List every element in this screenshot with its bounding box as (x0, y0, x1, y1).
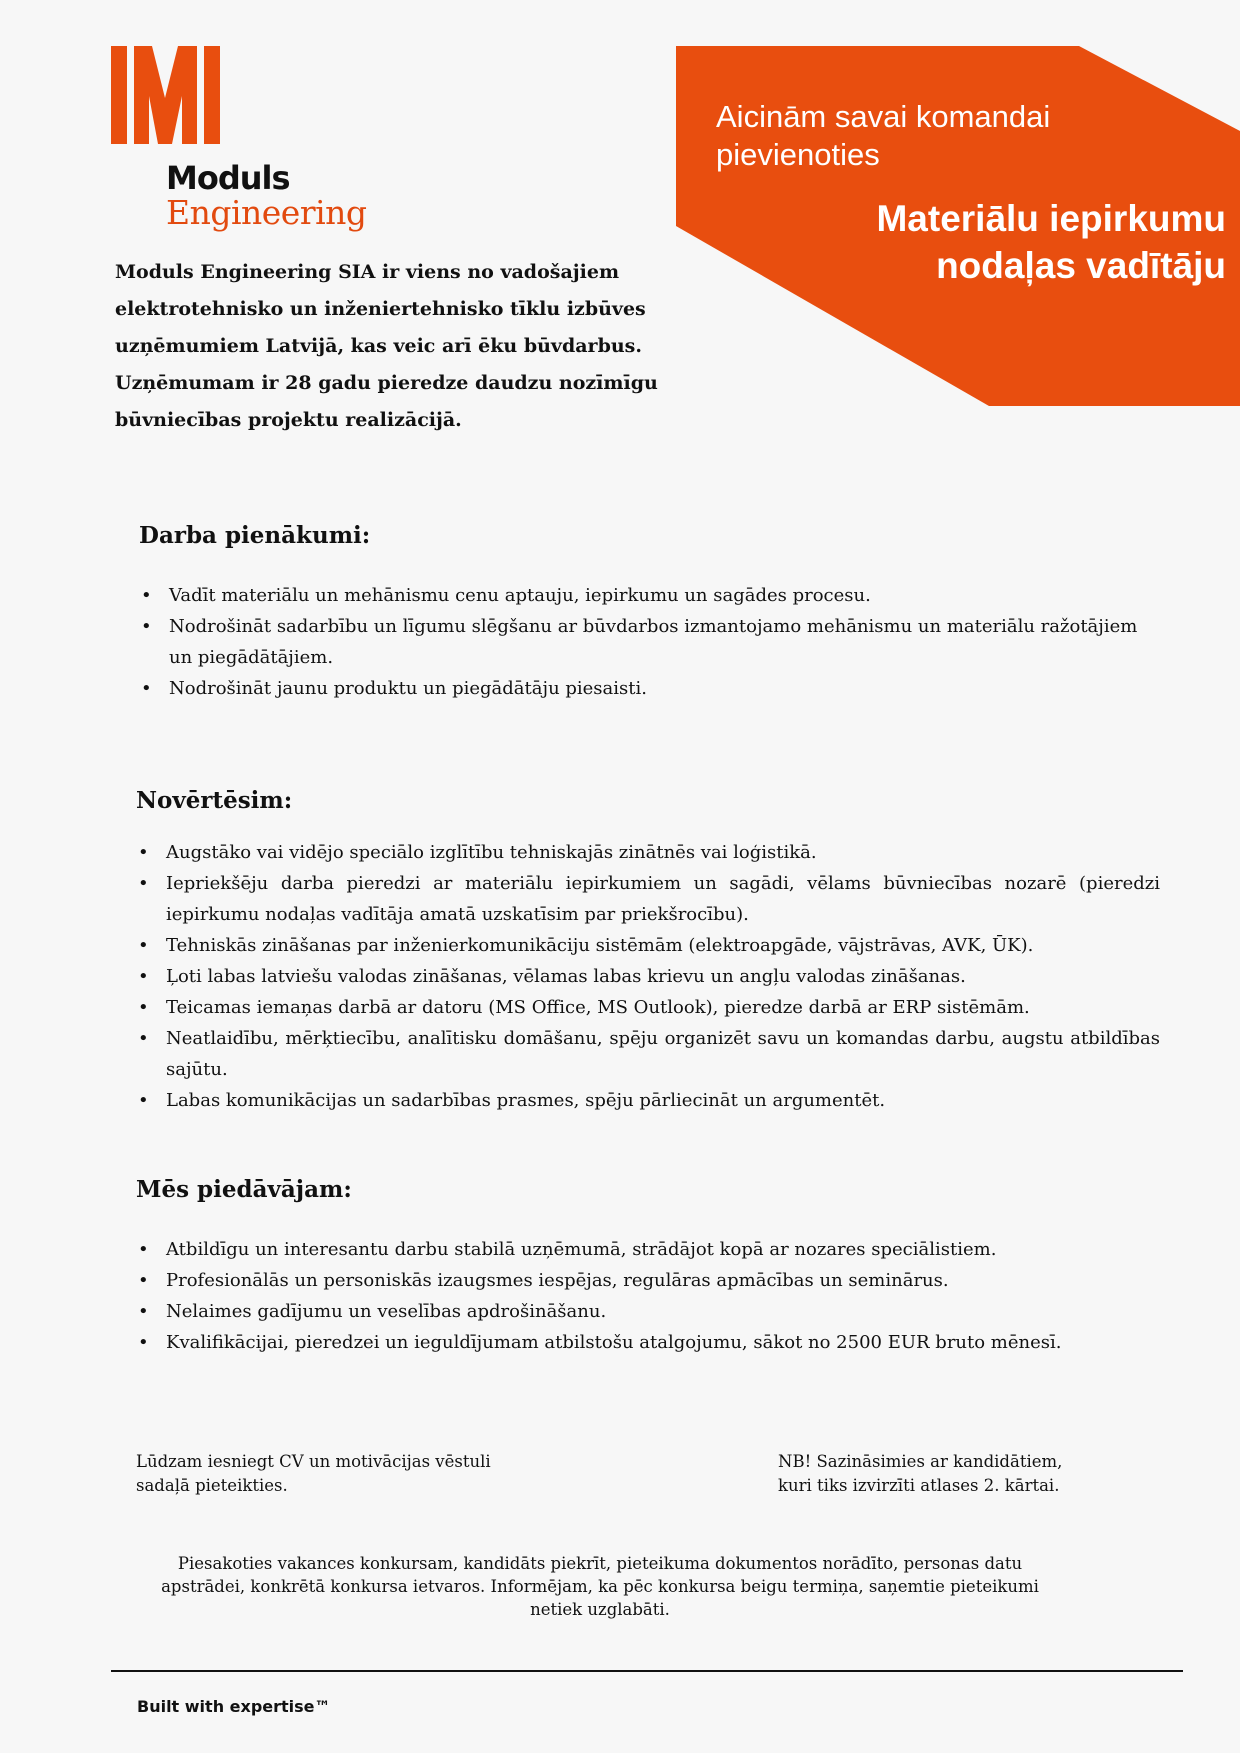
apply-note-line: sadaļā pieteikties. (136, 1476, 288, 1495)
list-item: • Tehniskās zināšanas par inženierkomunikāciju sistēmām (elektroapgāde, vājstrāvas, AVK, ŪK). (136, 930, 1160, 961)
banner-subtitle: Aicinām savai komandai pievienoties (716, 99, 1051, 172)
disclaimer-line: apstrādei, konkrētā konkursa ietvaros. Informējam, ka pēc konkursa beigu termiņa, saņemtie pieteikumi (161, 1577, 1039, 1596)
offer-heading: Mēs piedāvājam: (136, 1176, 352, 1203)
duties-list (139, 580, 1149, 704)
offer-list (136, 1234, 1166, 1358)
company-intro: Moduls Engineering SIA ir viens no vadošajiem elektrotehnisko un inženiertehnisko tīklu izbūves uzņēmumiem Latvijā, kas veic arī ēku būvdarbus. Uzņēmumam ir 28 gadu pieredze daudzu nozīmīgu būvniecības projektu realizācijā. (115, 261, 658, 431)
disclaimer-line: Piesakoties vakances konkursam, kandidāts piekrīt, pieteikuma dokumentos norādīto, personas datu (177, 1554, 1023, 1573)
nb-note (778, 1450, 1062, 1498)
footer-tagline: Built with expertise™ (137, 1697, 331, 1716)
footer-divider (111, 1670, 1183, 1672)
list-item: • Nodrošināt jaunu produktu un piegādātāju piesaisti. (139, 673, 1149, 704)
list-item: • Atbildīgu un interesantu darbu stabilā uzņēmumā, strādājot kopā ar nozares speciālistiem. (136, 1234, 1166, 1265)
logo-word-engineering: Engineering (166, 193, 367, 232)
list-item: • Nodrošināt sadarbību un līgumu slēgšanu ar būvdarbos izmantojamo mehānismu un materiālu ražotājiem un piegādātājiem. (139, 611, 1149, 673)
nb-note-line: kuri tiks izvirzīti atlases 2. kārtai. (778, 1476, 1060, 1495)
list-item: • Teicamas iemaņas darbā ar datoru (MS Office, MS Outlook), pieredze darbā ar ERP sistēmām. (136, 992, 1160, 1023)
logo-word-moduls: Moduls (166, 159, 290, 197)
list-item: • Labas komunikācijas un sadarbības prasmes, spēju pārliecināt un argumentēt. (136, 1085, 1160, 1116)
list-item: • Profesionālās un personiskās izaugsmes iespējas, regulāras apmācības un seminārus. (136, 1265, 1166, 1296)
company-logo-text (166, 159, 367, 232)
list-item: • Vadīt materiālu un mehānismu cenu aptauju, iepirkumu un sagādes procesu. (139, 580, 1149, 611)
disclaimer-line: netiek uzglabāti. (530, 1600, 670, 1619)
requirements-list (136, 837, 1160, 1116)
privacy-disclaimer (150, 1552, 1050, 1621)
list-item: • Nelaimes gadījumu un veselības apdrošināšanu. (136, 1296, 1166, 1327)
requirements-heading: Novērtēsim: (136, 787, 293, 814)
duties-heading: Darba pienākumi: (139, 522, 371, 549)
moduls-m-logo-icon (111, 46, 220, 144)
list-item: • Kvalifikācijai, pieredzei un ieguldījumam atbilstošu atalgojumu, sākot no 2500 EUR bruto mēnesī. (136, 1327, 1166, 1358)
list-item: • Ļoti labas latviešu valodas zināšanas, vēlamas labas krievu un angļu valodas zināšanas. (136, 961, 1160, 992)
job-title: Materiālu iepirkumu nodaļas vadītāju (876, 198, 1226, 286)
list-item: • Neatlaidību, mērķtiecību, analītisku domāšanu, spēju organizēt savu un komandas darbu, augstu atbildības sajūtu. (136, 1023, 1160, 1085)
list-item: • Augstāko vai vidējo speciālo izglītību tehniskajās zinātnēs vai loģistikā. (136, 837, 1160, 868)
list-item: • Iepriekšēju darba pieredzi ar materiālu iepirkumiem un sagādi, vēlams būvniecības nozarē (pieredzi iepirkumu nodaļas vadītāja amatā uzskatīsim par priekšrocību). (136, 868, 1160, 930)
apply-note-line: Lūdzam iesniegt CV un motivācijas vēstuli (136, 1452, 491, 1471)
apply-note (136, 1450, 491, 1498)
nb-note-line: NB! Sazināsimies ar kandidātiem, (778, 1452, 1063, 1471)
